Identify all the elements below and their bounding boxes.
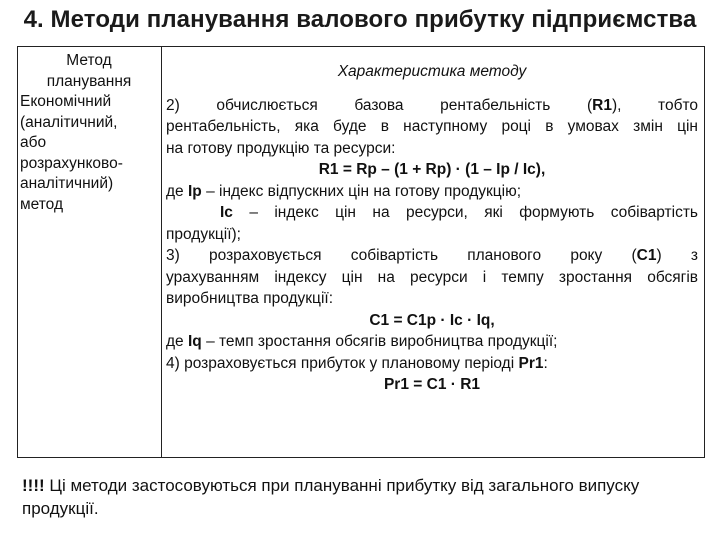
column-divider xyxy=(161,47,162,457)
text-line: виробництва продукції: xyxy=(166,290,333,307)
footnote xyxy=(22,474,702,520)
method-name-line-6: метод xyxy=(20,195,64,213)
text-line: 2) обчислюється базова рентабельність (R1), тобто xyxy=(166,96,698,114)
text-line: де Iq – темп зростання обсягів виробництва продукції; xyxy=(166,333,558,350)
formula-pr1: Pr1 = C1 · R1 xyxy=(383,376,481,393)
text-line: Ic – індекс цін на ресурси, які формують собівартість xyxy=(220,204,698,221)
method-table xyxy=(17,46,705,458)
text-line: продукції); xyxy=(166,225,241,243)
text-line: 3) розраховується собівартість планового року (С1) з xyxy=(166,247,698,264)
formula-r1: R1 = Rp – (1 + Rp) · (1 – Ip / Ic), xyxy=(318,161,546,178)
characteristic-header: Характеристика методу xyxy=(337,63,527,80)
text-line: урахуванням індексу цін на ресурси і темпу зростання обсягів xyxy=(166,268,698,286)
footnote-emphasis: !!!! xyxy=(22,476,45,495)
formula-c1: С1 = С1р · Iс · Iq, xyxy=(369,311,495,329)
text-line: на готову продукцію та ресурси: xyxy=(166,139,396,157)
footnote-text: Ці методи застосовуються при плануванні прибутку від загального випуску продукції. xyxy=(22,476,640,518)
method-name-line-4: розрахунково- xyxy=(20,154,123,172)
text-line: де Ip – індекс відпускних цін на готову продукцію; xyxy=(166,182,522,200)
method-column xyxy=(20,51,158,215)
page-title: 4. Методи планування валового прибутку підприємства xyxy=(23,6,697,33)
method-name-line-3: або xyxy=(20,134,47,151)
method-header-line-2: планування xyxy=(46,72,132,90)
method-name-line-1: Економічний xyxy=(20,93,112,110)
method-name-line-2: (аналітичний, xyxy=(20,113,118,131)
method-name-line-5: аналітичний) xyxy=(20,175,114,192)
characteristic-column xyxy=(166,51,698,396)
text-line: 4) розраховується прибуток у плановому періоді Pr1: xyxy=(166,354,548,372)
text-line: рентабельність, яка буде в наступному році в умовах змін цін xyxy=(166,118,698,135)
method-header-line-1: Метод xyxy=(66,52,112,69)
